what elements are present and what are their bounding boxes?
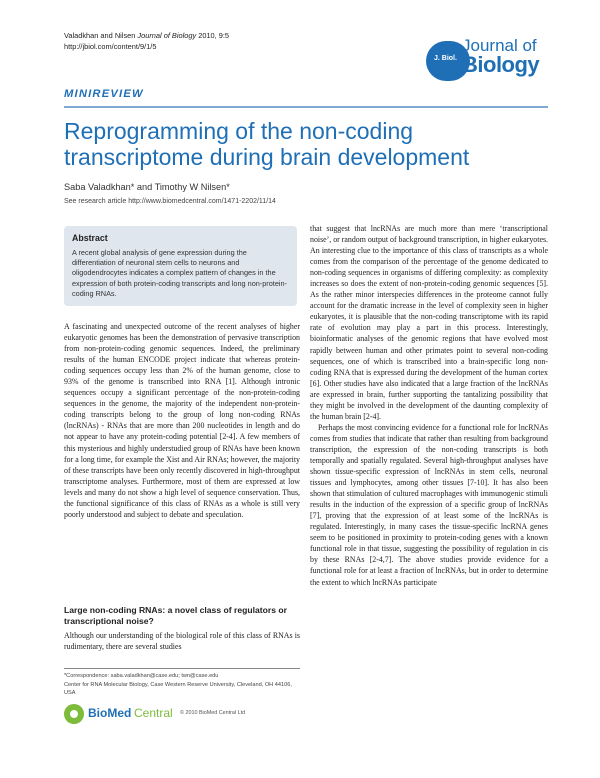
citation xyxy=(64,31,229,52)
journal-logo-line1: Journal of xyxy=(462,36,537,55)
article-type-label: MINIREVIEW xyxy=(64,88,144,100)
see-also-link[interactable]: See research article http://www.biomedcentral.com/1471-2202/11/14 xyxy=(64,198,276,205)
correspondence: *Correspondence: saba.valadkhan@case.edu; twn@case.edu xyxy=(64,673,219,679)
body-paragraph: A fascinating and unexpected outcome of the recent analyses of higher eukaryotic genomes has been the demonstration of pervasive transcription from non-protein-coding genomic sequences. Indeed, the preliminary results of the human ENCODE project indicate that whereas protein-coding sequences occupy less than 2% of the human genome, close to 93% of the genome is transcribed into RNA [1]. Although intronic sequences occupy a significant percentage of the non-protein-coding sequences in the genome, the majority of the independent non-protein-coding transcripts belong to the group of long non-coding RNAs (lncRNAs) - RNAs that are more than 200 nucleotides in length and do not appear to have any protein-coding potential [2-4]. A few members of this mysterious and highly understudied group of RNAs have been known for a long time, for example the Xist and Air RNAs; however, the majority of these transcripts have been only recently discovered in high-throughput transcriptome analyses. Furthermore, most of them are expressed at low levels and many do not show a high level of sequence conservation. Thus, the functional significance of this class of RNAs as a whole is still very poorly understood and subject to debate and speculation. xyxy=(64,322,300,519)
article-authors: Saba Valadkhan* and Timothy W Nilsen* xyxy=(64,182,230,192)
footnote xyxy=(64,672,300,698)
publisher-logo-bio: BioMed xyxy=(88,706,132,720)
abstract-box xyxy=(64,226,297,306)
journal-logo-line2: Biology xyxy=(462,52,540,77)
body-column-right xyxy=(310,223,548,588)
body-paragraph: that suggest that lncRNAs are much more than mere ‘transcriptional noise’, or random output of background transcription, in higher eukaryotes. An interesting clue to the importance of this class of transcripts as a whole comes from the comparison of the percentage of the genome dedicated to non-coding sequences in organisms of differing complexity: as complexity increases so does the extent of non-protein-coding genomic sequences [5]. As the rather minor interspecies differences in the proteome cannot fully account for the dramatic increase in the level of complexity seen in higher eukaryotes, it is plausible that the non-coding transcriptome with its rapid rate of evolution may play a part in this process. Interestingly, bioinformatic analyses of the genomic regions that have evolved most rapidly between human and other primates point to several non-coding sequences, one of which is transcribed into a brain-specific long non-coding RNA that is expressed during the development of the human cortex [6]. Other studies have also indicated that a large fraction of the lncRNAs are expressed in brain, further supporting the tantalizing possibility that they might be involved in the development of the daunting complexity of the human brain [2-4]. xyxy=(310,224,548,421)
article-type xyxy=(64,89,364,103)
body-column-left-continued xyxy=(64,630,300,652)
citation-url[interactable]: http://jbiol.com/content/9/1/5 xyxy=(64,41,157,51)
publisher-logo-central: Central xyxy=(134,706,173,720)
journal-badge-text: J. Biol. xyxy=(434,55,457,62)
journal-logo xyxy=(426,30,546,82)
body-paragraph: Perhaps the most convincing evidence for a functional role for lncRNAs comes from studies that indicate that rather than resulting from background transcription, the expression of the non-coding transcripts is both temporally and spatially regulated. Several high-throughput analyses have shown tissue-specific expression of lncRNAs in stem cells, neuronal tissues and lymphocytes, among other tissues [7-10]. It has also been shown that stimulation of cultured macrophages with immunogenic stimuli results in the induction of the expression of a specific group of lncRNAs [7], proving that the expression of at least some of the lncRNAs is regulated. Interestingly, in many cases the tissue-specific lncRNA genes seem to be positioned in proximity to protein-coding genes with a known functional role in that tissue, suggesting the possibility of regulation in cis by these RNAs [2-4,7]. The above studies provide evidence for a functional role for at least a fraction of lncRNAs, but in order to determine the extent to which lncRNAs participate xyxy=(310,422,548,587)
header-rule xyxy=(64,106,548,108)
section-heading: Large non-coding RNAs: a novel class of regulators or transcriptional noise? xyxy=(64,605,287,626)
body-paragraph: Although our understanding of the biological role of this class of RNAs is rudimentary, there are several studies xyxy=(64,631,300,652)
body-column-left xyxy=(64,321,300,520)
affiliation: Center for RNA Molecular Biology, Case Western Reserve University, Cleveland, OH 44106, USA xyxy=(64,681,292,697)
abstract-heading: Abstract xyxy=(72,233,108,243)
article-title: Reprogramming of the non-coding transcriptome during brain development xyxy=(64,118,470,170)
citation-authors: Valadkhan and Nilsen xyxy=(64,31,136,40)
citation-volume: 2010, 9:5 xyxy=(196,31,230,40)
footnote-rule xyxy=(64,668,300,669)
biomed-central-logo xyxy=(64,704,174,726)
biomed-central-icon xyxy=(64,704,84,724)
abstract-text: A recent global analysis of gene expression during the differentiation of neuronal stem cells to neurons and oligodendrocytes indicates a complex pattern of changes in the expression of both protein-coding transcripts and long non-protein-coding RNAs. xyxy=(72,248,287,298)
copyright: © 2010 BioMed Central Ltd xyxy=(180,710,246,716)
citation-journal: Journal of Biology xyxy=(137,31,197,40)
